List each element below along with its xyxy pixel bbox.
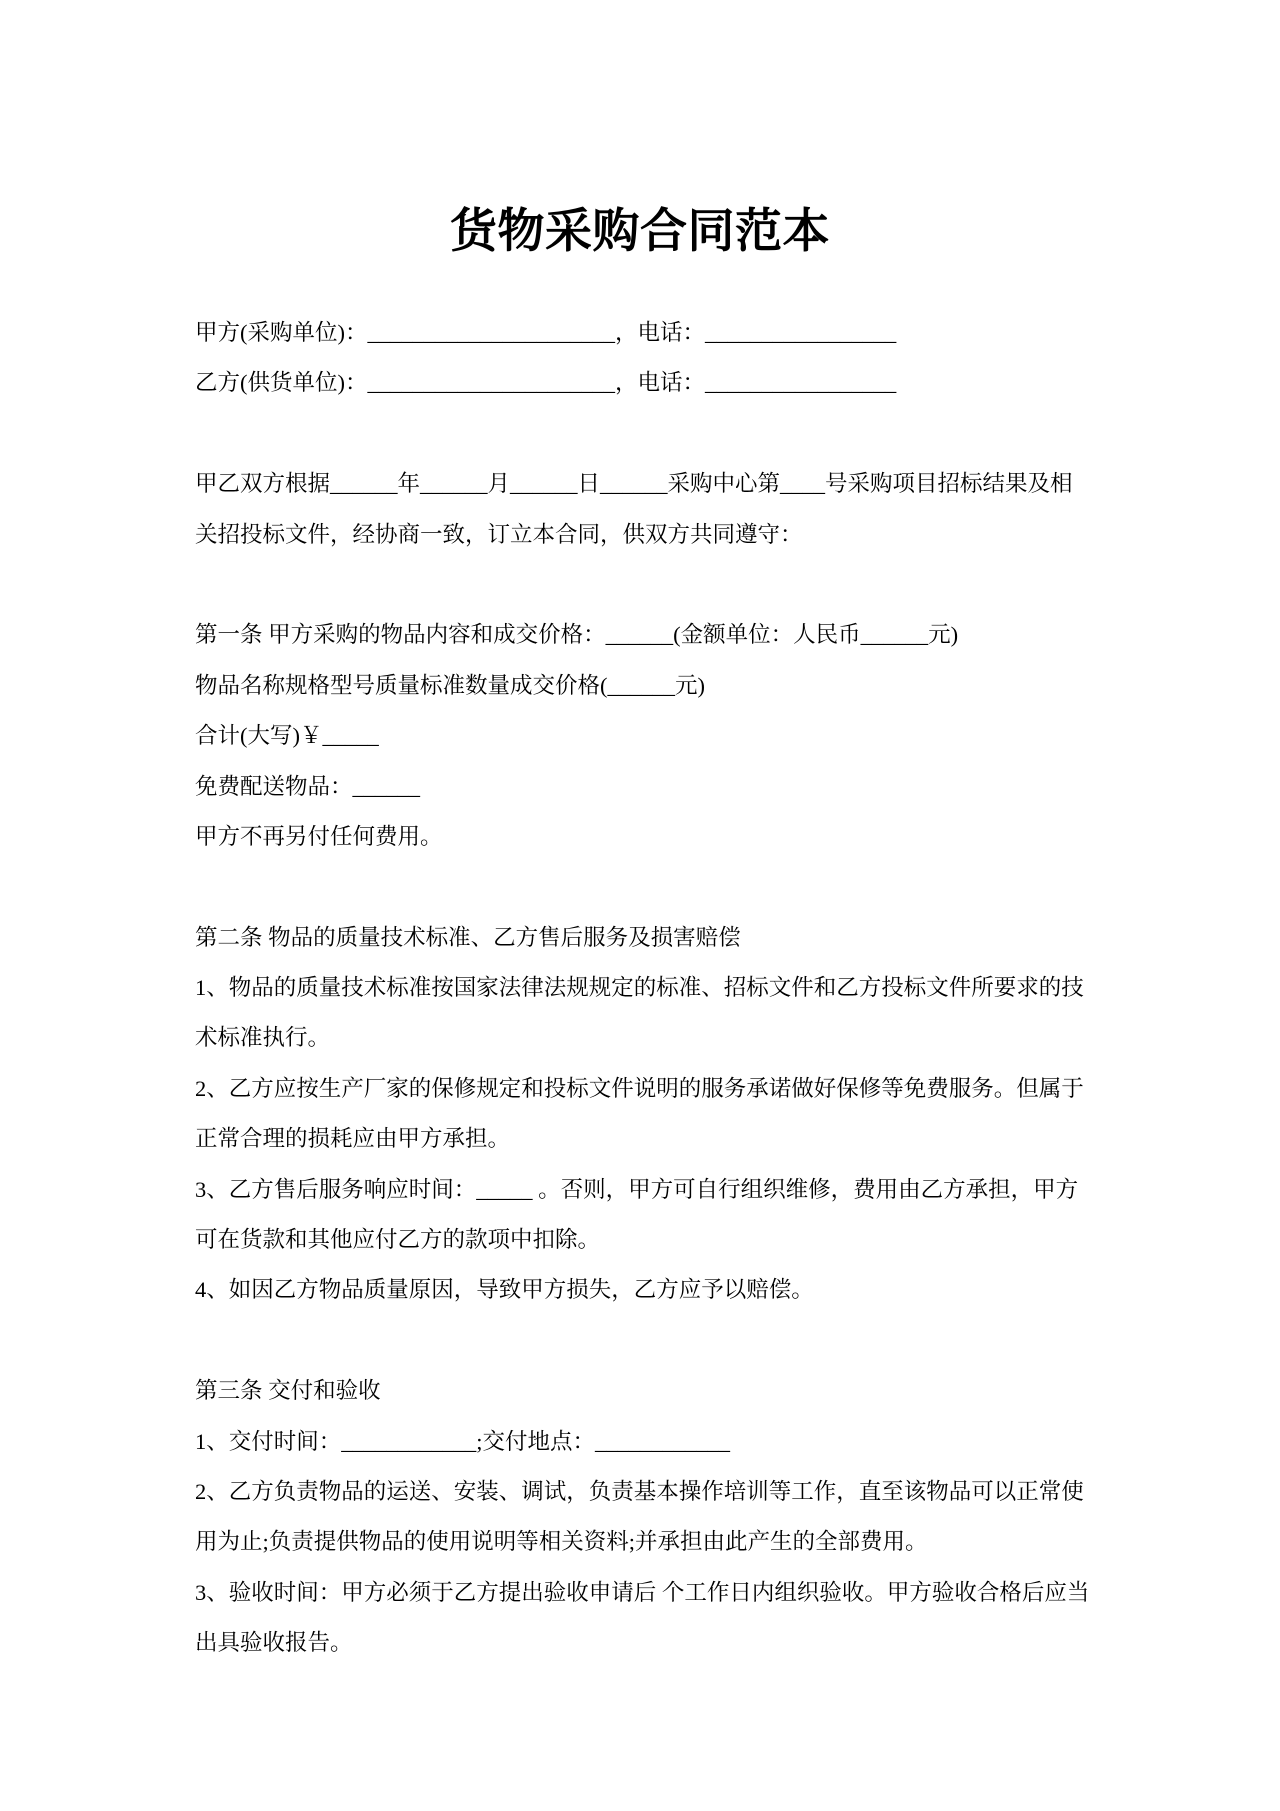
article-1-free-delivery-line: 免费配送物品：______: [195, 773, 421, 799]
document-title: 货物采购合同范本: [450, 206, 830, 258]
preamble-line: 甲乙双方根据______年______月______日______采购中心第____号采购项目招标结果及相: [195, 471, 1073, 497]
article-3-clause-2-line: 2、乙方负责物品的运送、安装、调试，负责基本操作培训等工作，直至该物品可以正常使: [195, 1478, 1084, 1504]
article-1-item-line: 物品名称规格型号质量标准数量成交价格(______元): [195, 672, 705, 698]
article-1-total-line: 合计(大写)￥_____: [195, 723, 379, 749]
article-2-clause-1-line: 1、物品的质量技术标准按国家法律法规规定的标准、招标文件和乙方投标文件所要求的技: [195, 975, 1084, 1001]
party-a-line: 甲方(采购单位)：______________________，电话：_________________: [195, 320, 897, 345]
article-3-clause-3-line: 3、验收时间：甲方必须于乙方提出验收申请后 个工作日内组织验收。甲方验收合格后应当: [195, 1579, 1090, 1605]
article-3-clause-1-line: 1、交付时间：____________;交付地点：____________: [195, 1428, 731, 1454]
article-3-heading: 第三条 交付和验收: [195, 1378, 381, 1404]
article-2-clause-4-line: 4、如因乙方物品质量原因，导致甲方损失，乙方应予以赔偿。: [195, 1277, 814, 1303]
article-2-clause-3-line: 3、乙方售后服务响应时间：_____ 。否则，甲方可自行组织维修，费用由乙方承担，甲方: [195, 1176, 1079, 1202]
party-b-line: 乙方(供货单位)：______________________，电话：_________________: [195, 370, 897, 396]
blank-line: [195, 409, 1089, 459]
article-3-clause-2-line: 用为止;负责提供物品的使用说明等相关资料;并承担由此产生的全部费用。: [195, 1529, 928, 1555]
article-2-clause-1-line: 术标准执行。: [195, 1025, 331, 1051]
article-1-heading: 第一条 甲方采购的物品内容和成交价格：______(金额单位：人民币______元): [195, 622, 959, 648]
article-2-clause-3-line: 可在货款和其他应付乙方的款项中扣除。: [195, 1227, 601, 1253]
article-2-clause-2-line: 正常合理的损耗应由甲方承担。: [195, 1126, 511, 1152]
blank-line: [195, 560, 1089, 610]
article-3-clause-3-line: 出具验收报告。: [195, 1630, 353, 1656]
blank-line: [195, 862, 1089, 912]
article-2-clause-2-line: 2、乙方应按生产厂家的保修规定和投标文件说明的服务承诺做好保修等免费服务。但属于: [195, 1075, 1084, 1101]
article-2-heading: 第二条 物品的质量技术标准、乙方售后服务及损害赔偿: [195, 924, 741, 950]
blank-line: [195, 1316, 1089, 1366]
document-body: [195, 308, 1089, 1669]
preamble-line: 关招投标文件，经协商一致，订立本合同，供双方共同遵守：: [195, 521, 803, 547]
article-1-no-extra-fee-line: 甲方不再另付任何费用。: [195, 823, 443, 849]
